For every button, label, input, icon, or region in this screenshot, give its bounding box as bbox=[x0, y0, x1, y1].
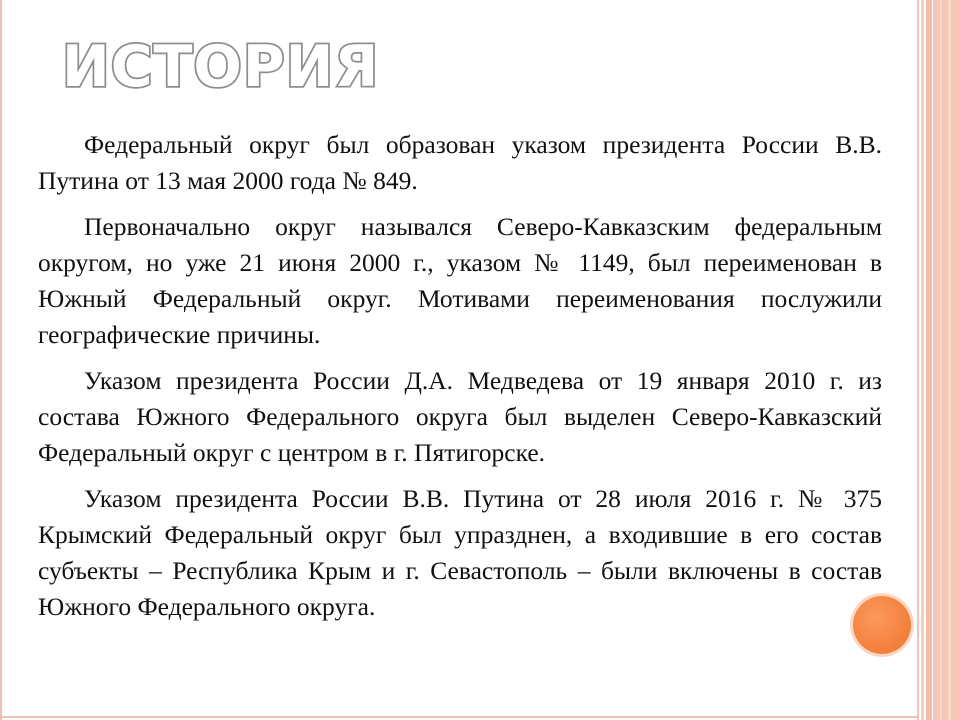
slide-body bbox=[38, 127, 882, 635]
decorative-stripe bbox=[940, 0, 942, 720]
slide-frame-left bbox=[0, 0, 2, 720]
decorative-stripe bbox=[933, 0, 960, 720]
paragraph-3: Указом президента России Д.А. Медведева от 19 января 2010 г. из состава Южного Федерального округа был выделен Северо-Кавказский Федеральный округ с центром в г. Пятигорске. bbox=[38, 366, 882, 467]
slide-frame-bottom bbox=[0, 716, 917, 718]
slide-title: ИСТОРИЯ bbox=[62, 34, 380, 100]
orange-circle-decoration bbox=[853, 596, 911, 654]
paragraph-1: Федеральный округ был образован указом президента России В.В. Путина от 13 мая 2000 года № 849. bbox=[38, 130, 882, 195]
decorative-stripe bbox=[926, 0, 932, 720]
paragraph-2: Первоначально округ назывался Северо-Кавказским федеральным округом, но уже 21 июня 2000 г., указом № 1149, был переименован в Южный Федеральный округ. Мотивами переименования послужили географические причины. bbox=[38, 212, 882, 349]
decorative-stripe bbox=[948, 0, 951, 720]
decorative-stripe bbox=[917, 0, 919, 720]
decorative-stripe bbox=[921, 0, 924, 720]
paragraph-4: Указом президента России В.В. Путина от 28 июля 2016 г. № 375 Крымский Федеральный округ был упразднен, а входившие в его состав субъекты – Республика Крым и г. Севастополь – были включены в состав Южного Федерального округа. bbox=[38, 484, 882, 621]
